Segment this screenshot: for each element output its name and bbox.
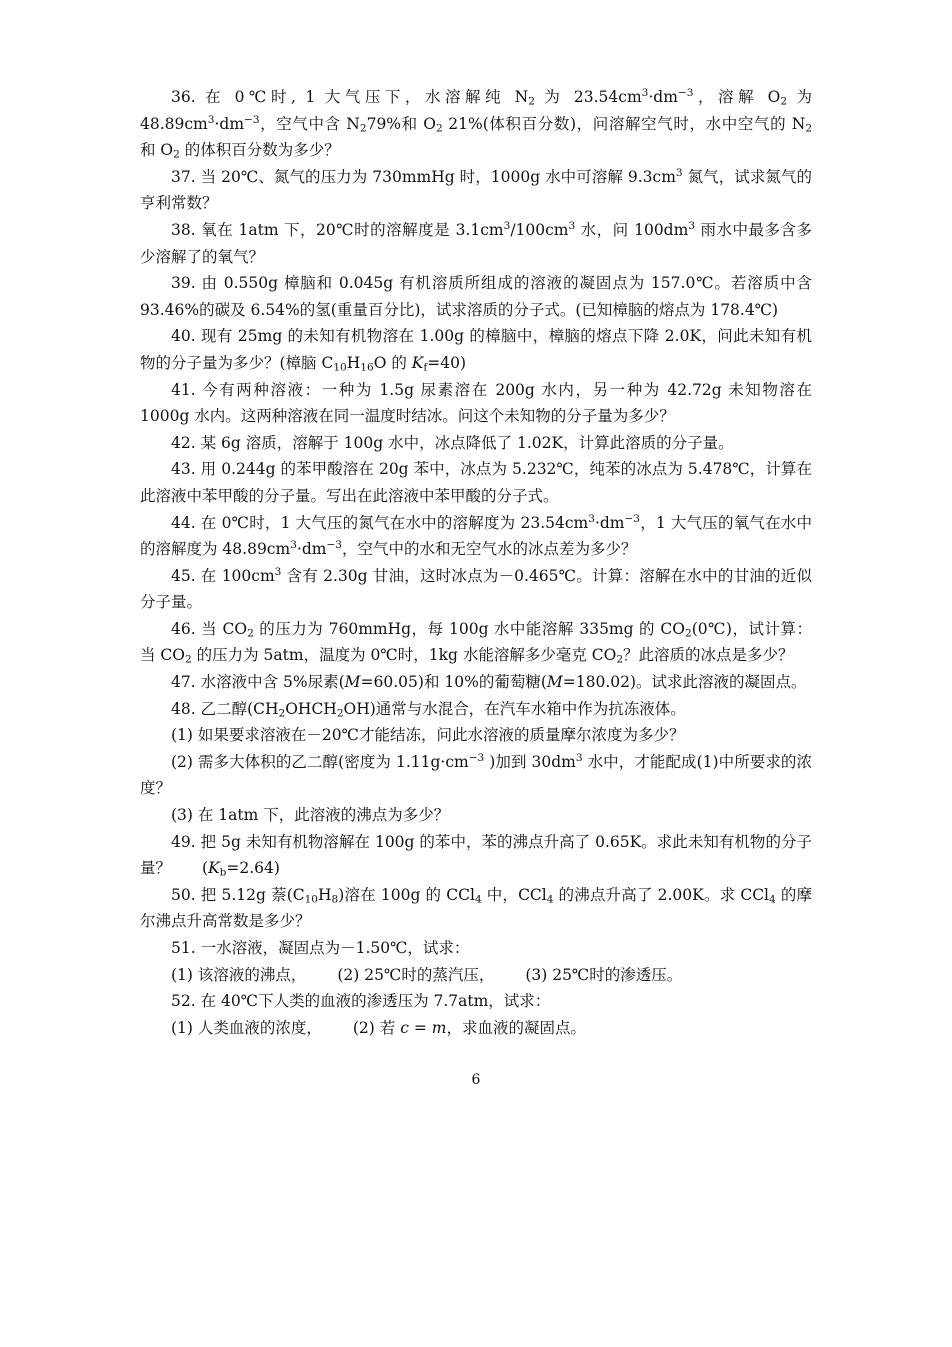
problem-45: 45. 在 $100cm^3$ 含有 2.30g 甘油，这时冰点为－0.465℃。计算：溶解在水中的甘油的近似分子量。 — [140, 565, 813, 612]
problem-40: 40. 现有 25mg 的未知有机物溶在 1.00g 的樟脑中，樟脑的熔点下降 2.0K，问此未知有机物的分子量为多少？(樟脑 $C_{10}H_{16}O$ 的 $K_f=40$) — [140, 327, 812, 374]
problem-48-part-1: (1) 如果要求溶液在－20℃才能结冻，问此水溶液的质量摩尔浓度为多少？ — [171, 726, 685, 745]
problem-48-part-3: (3) 在 1atm 下，此溶液的沸点为多少？ — [171, 806, 450, 825]
problem-47: 47. 水溶液中含 5%尿素(M=60.05)和 10%的葡萄糖(M=180.02)。试求此溶液的凝固点。 — [171, 673, 807, 692]
problem-42: 42. 某 6g 溶质，溶解于 100g 水中，冰点降低了 1.02K，计算此溶质的分子量。 — [171, 433, 734, 452]
problem-43: 43. 用 0.244g 的苯甲酸溶在 20g 苯中，冰点为 5.232℃，纯苯的冰点为 5.478℃，计算在此溶液中苯甲酸的分子量。写出在此溶液中苯甲酸的分子式。 — [140, 460, 812, 505]
problem-list — [140, 84, 812, 1041]
problem-51: 51. 一水溶液，凝固点为－1.50℃，试求： — [171, 939, 470, 957]
problem-44: 44. 在 0℃时，1 大气压的氮气在水中的溶解度为 $23.54cm^3\cdot dm^{-3}$，1 大气压的氧气在水中的溶解度为 $48.89cm^3\cdot dm^{-3}$，空气中的水和无空气水的冰点差为多少？ — [140, 512, 812, 559]
problem-49: 49. 把 5g 未知有机物溶解在 100g 的苯中，苯的沸点升高了 0.65K。求此未知有机物的分子量？ $(K_b=2.64)$ — [140, 832, 812, 879]
problem-46: 46. 当 $CO_2$ 的压力为 760mmHg，每 100g 水中能溶解 335mg 的 $CO_2(0℃)$，试计算：当 $CO_2$ 的压力为 5atm，温度为 0℃时，1kg 水能溶解多少毫克 $CO_2$？此溶质的冰点是多少？ — [140, 619, 812, 667]
problem-48: 48. 乙二醇$(CH_2OHCH_2OH)$通常与水混合，在汽车水箱中作为抗冻液体。 — [171, 699, 686, 720]
problem-51-parts: (1) 该溶液的沸点， (2) 25℃时的蒸汽压， (3) 25℃时的渗透压。 — [171, 965, 683, 984]
problem-39: 39. 由 0.550g 樟脑和 0.045g 有机溶质所组成的溶液的凝固点为 157.0℃。若溶质中含 93.46%的碳及 6.54%的氢(重量百分比)，试求溶质的分子式。(已知樟脑的熔点为 178.4℃) — [140, 274, 812, 319]
problem-36: 36. 在 0℃时, 1 大气压下，水溶解纯 $N_2$ 为 $23.54cm^3\cdot dm^{-3}$，溶解 $O_2$ 为 $48.89cm^3\cdot dm^{-3}$，空气中含 $N_279\%$和 $O_2$ 21%(体积百分数)，问溶解空气时，水中空气的 $N_2$ 和 $O_2$ 的体积百分数为多少？ — [140, 87, 813, 161]
problem-41: 41. 今有两种溶液：一种为 1.5g 尿素溶在 200g 水内，另一种为 42.72g 未知物溶在 1000g 水内。这两种溶液在同一温度时结冰。问这个未知物的分子量为多少？ — [140, 380, 812, 426]
problem-52-parts: (1) 人类血液的浓度， (2) 若 c = m，求血液的凝固点。 — [171, 1018, 586, 1037]
problem-50: 50. 把 5.12g 萘$(C_{10}H_8)$溶在 100g 的 CCl$_4$ 中，CCl$_4$ 的沸点升高了 2.00K。求 CCl$_4$ 的摩尔沸点升高常数是多少？ — [140, 885, 812, 931]
problem-37: 37. 当 20℃、氮气的压力为 730mmHg 时，1000g 水中可溶解 $9.3cm^3$ 氮气，试求氮气的亨利常数？ — [140, 166, 812, 213]
problem-52: 52. 在 40℃下人类的血液的渗透压为 7.7atm，试求： — [171, 992, 551, 1011]
problem-48-part-2: (2) 需多大体积的乙二醇(密度为 $1.11g\cdot cm^{-3}$ )加到 $30dm^3$ 水中，才能配成(1)中所要求的浓度？ — [140, 752, 812, 798]
page-number: 6 — [471, 1072, 481, 1088]
problem-38: 38. 氧在 1atm 下，20℃时的溶解度是 $3.1cm^3/100cm^3$ 水，问 $100dm^3$ 雨水中最多含多少溶解了的氧气？ — [140, 220, 812, 266]
